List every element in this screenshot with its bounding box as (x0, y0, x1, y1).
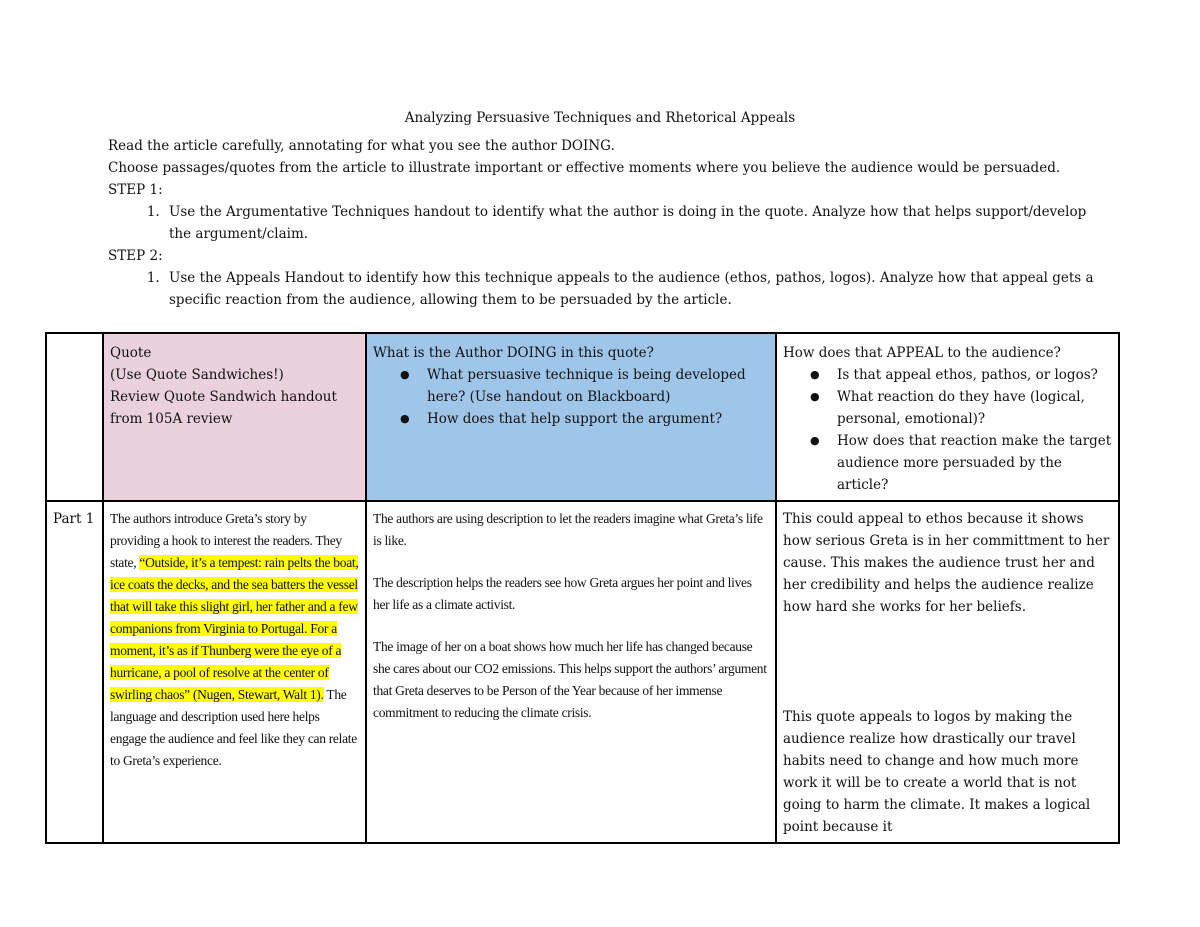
step-2-label: STEP 2: (108, 248, 163, 264)
highlighted-quote: “Outside, it’s a tempest: rain pelts the boat, ice coats the decks, and the sea batters the vessel that will take this slight girl, her father and a few companions from Virginia to Portugal. For a moment, it’s as if Thunberg were the eye of a hurricane, a pool of resolve at the center of swirling chaos” (Nugen, Stewart, Walt 1). (110, 555, 359, 702)
appeal-header-bullets (783, 364, 1112, 496)
instruction-line-1: Read the article carefully, annotating for what you see the author DOING. (108, 138, 615, 154)
step-1-label: STEP 1: (108, 182, 163, 198)
instruction-line-2: Choose passages/quotes from the article to illustrate important or effective moments where you believe the audience would be persuaded. (108, 160, 1061, 176)
quote-header-line-2: (Use Quote Sandwiches!) (110, 367, 284, 383)
instructions (108, 135, 1108, 311)
doing-paragraph: The description helps the readers see how Greta argues her point and lives her life as a climate activist. (373, 575, 752, 612)
quote-header-line-1: Quote (110, 345, 152, 361)
doing-header-bullet: ● How does that help support the argument? (427, 408, 769, 430)
row-label: Part 1 (46, 501, 103, 843)
quote-analysis-text: The language and description used here helps engage the audience and feel like they can relate to Greta’s experience. (110, 687, 357, 768)
doing-cell (366, 501, 776, 843)
document-title: Analyzing Persuasive Techniques and Rhetorical Appeals (404, 110, 796, 126)
doing-header-bullet: ● What persuasive technique is being developed here? (Use handout on Blackboard) (427, 364, 769, 408)
analysis-table (45, 332, 1120, 844)
table-header-row (46, 333, 1119, 501)
step-2-item: 1. Use the Appeals Handout to identify how this technique appeals to the audience (ethos, pathos, logos). Analyze how that appeal gets a specific reaction from the audience, allowing them to be persuaded by the article. (164, 267, 1108, 311)
header-doing-cell (366, 333, 776, 501)
appeal-header-bullet: ● How does that reaction make the target audience more persuaded by the article? (837, 430, 1112, 496)
appeal-header-bullet: ● Is that appeal ethos, pathos, or logos? (837, 364, 1112, 386)
appeal-header-bullet: ● What reaction do they have (logical, personal, emotional)? (837, 386, 1112, 430)
quote-header-line-3: Review Quote Sandwich handout from 105A review (110, 389, 337, 427)
table-row (46, 501, 1119, 843)
doing-header-title: What is the Author DOING in this quote? (373, 345, 654, 361)
header-appeal-cell (776, 333, 1119, 501)
quote-cell (103, 501, 366, 843)
appeal-header-title: How does that APPEAL to the audience? (783, 345, 1061, 361)
doing-header-bullets (373, 364, 769, 430)
doing-paragraph: The image of her on a boat shows how much her life has changed because she cares about our CO2 emissions. This helps support the authors’ argument that Greta deserves to be Person of the Year because of her immense commitment to reducing the climate crisis. (373, 639, 767, 720)
appeal-paragraph: This quote appeals to logos by making the audience realize how drastically our travel habits need to change and how much more work it will be to create a world that is not going to harm the climate. It makes a logical point because it (783, 709, 1091, 835)
doing-paragraph: The authors are using description to let the readers imagine what Greta’s life is like. (373, 511, 763, 548)
step-2-list (108, 267, 1108, 311)
step-1-item: 1. Use the Argumentative Techniques handout to identify what the author is doing in the quote. Analyze how that helps support/develop the argument/claim. (164, 201, 1108, 245)
quote-intro-text: The authors introduce Greta’s story by providing a hook to interest the readers. They state, (110, 511, 342, 570)
appeal-paragraph: This could appeal to ethos because it shows how serious Greta is in her committment to her cause. This makes the audience trust her and her credibility and helps the audience realize how hard she works for her beliefs. (783, 511, 1110, 615)
appeal-cell (776, 501, 1119, 843)
header-quote-cell (103, 333, 366, 501)
header-empty-cell (46, 333, 103, 501)
step-1-list (108, 201, 1108, 245)
